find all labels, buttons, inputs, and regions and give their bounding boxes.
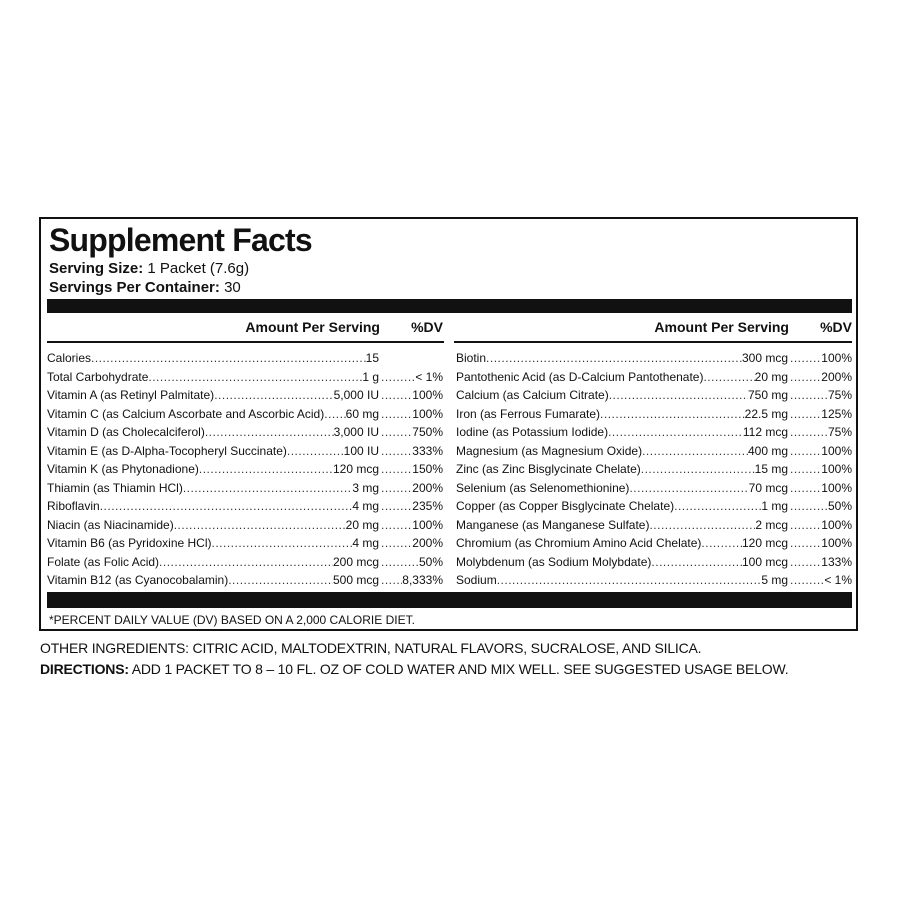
- nutrient-dv: 133%: [821, 554, 852, 569]
- leader-dots: [701, 534, 742, 553]
- nutrient-amount: 70 mcg: [748, 480, 788, 495]
- nutrient-name: Iron (as Ferrous Fumarate): [456, 406, 601, 421]
- leader-dots: [212, 534, 353, 553]
- nutrient-row: [456, 349, 852, 368]
- leader-dots: [381, 423, 412, 442]
- nutrient-name: Riboflavin: [47, 499, 100, 513]
- leader-dots: [287, 442, 344, 461]
- leader-dots: [381, 497, 412, 516]
- nutrient-amount: 112 mcg: [742, 425, 788, 439]
- nutrient-dv-cell: [788, 405, 852, 424]
- nutrient-dv: 8,333%: [402, 573, 443, 587]
- nutrient-name-amount: [456, 516, 788, 535]
- leader-dots: [159, 553, 333, 572]
- nutrient-dv: 100%: [412, 517, 443, 532]
- nutrient-name: Vitamin A (as Retinyl Palmitate): [47, 388, 215, 402]
- nutrient-row: [47, 368, 443, 387]
- leader-dots: [649, 516, 755, 535]
- nutrient-name-amount: [456, 460, 788, 479]
- nutrient-name-amount: [456, 479, 788, 498]
- nutrient-amount: 1 g: [362, 369, 379, 384]
- top-divider-bar: [47, 299, 852, 313]
- leader-dots: [324, 405, 345, 424]
- nutrient-dv-cell: [379, 497, 443, 516]
- nutrient-dv: 75%: [827, 425, 852, 439]
- nutrient-amount: 100 mcg: [741, 554, 788, 569]
- leader-dots: [790, 423, 828, 442]
- nutrient-name: Zinc (as Zinc Bisglycinate Chelate): [456, 462, 641, 476]
- leader-dots: [228, 571, 333, 590]
- nutrient-name: Folate (as Folic Acid): [47, 554, 160, 569]
- amount-per-serving-header: Amount Per Serving: [245, 319, 380, 335]
- nutrient-row: [456, 442, 852, 461]
- nutrient-amount: 20 mg: [345, 517, 379, 532]
- leader-dots: [790, 534, 821, 553]
- nutrient-dv: 100%: [412, 406, 443, 421]
- nutrient-amount: 20 mg: [754, 369, 788, 384]
- nutrient-dv-cell: [788, 534, 852, 553]
- nutrient-name: Manganese (as Manganese Sulfate): [456, 517, 650, 532]
- leader-dots: [91, 349, 366, 368]
- nutrient-name: Calories: [47, 351, 92, 365]
- nutrient-amount: 5 mg: [761, 573, 788, 587]
- other-ingredients: OTHER INGREDIENTS: CITRIC ACID, MALTODEXTRIN, NATURAL FLAVORS, SUCRALOSE, AND SILICA.: [40, 640, 702, 656]
- nutrient-name-amount: [456, 534, 788, 553]
- leader-dots: [674, 497, 761, 516]
- nutrient-row: [47, 405, 443, 424]
- nutrient-row: [456, 571, 852, 590]
- leader-dots: [381, 405, 412, 424]
- nutrient-name-amount: [47, 423, 379, 442]
- nutrient-dv-cell: [379, 386, 443, 405]
- nutrient-amount: 3 mg: [352, 480, 379, 495]
- nutrient-row: [456, 553, 852, 572]
- column-gap: [444, 337, 454, 345]
- nutrient-row: [456, 534, 852, 553]
- leader-dots: [790, 460, 821, 479]
- leader-dots: [608, 423, 743, 442]
- nutrient-name-amount: [47, 349, 379, 368]
- nutrient-dv-cell: [379, 534, 443, 553]
- leader-dots: [790, 442, 821, 461]
- leader-dots: [651, 553, 742, 572]
- nutrient-amount: 100 IU: [343, 443, 379, 458]
- nutrient-name: Sodium: [456, 573, 497, 587]
- nutrient-dv: 50%: [827, 499, 852, 513]
- nutrient-amount: 1 mg: [761, 499, 788, 513]
- serving-size: [49, 259, 249, 279]
- nutrient-name: Magnesium (as Magnesium Oxide): [456, 443, 643, 458]
- leader-dots: [790, 349, 821, 368]
- nutrient-amount: 400 mg: [747, 443, 788, 458]
- leader-dots: [174, 516, 346, 535]
- nutrient-dv: < 1%: [415, 369, 443, 384]
- nutrient-name: Vitamin E (as D-Alpha-Tocopheryl Succinate): [47, 443, 287, 458]
- nutrient-name: Calcium (as Calcium Citrate): [456, 388, 609, 402]
- leader-dots: [790, 571, 824, 590]
- nutrient-amount: 4 mg: [352, 499, 379, 513]
- nutrient-amount: 750 mg: [747, 388, 788, 402]
- leader-dots: [790, 479, 821, 498]
- nutrient-row: [456, 368, 852, 387]
- nutrient-amount: 120 mcg: [741, 536, 788, 550]
- nutrient-dv: 100%: [412, 388, 443, 402]
- nutrient-dv: 75%: [827, 388, 852, 402]
- nutrient-dv-cell: [379, 442, 443, 461]
- panel-title: Supplement Facts: [49, 222, 312, 258]
- nutrient-row: [47, 349, 443, 368]
- nutrient-dv-cell: [788, 553, 852, 572]
- nutrient-amount: 22.5 mg: [744, 406, 788, 421]
- nutrient-dv-cell: [788, 571, 852, 590]
- leader-dots: [381, 571, 402, 590]
- nutrient-name: Molybdenum (as Sodium Molybdate): [456, 554, 652, 569]
- leader-dots: [790, 386, 828, 405]
- nutrient-dv: 100%: [821, 517, 852, 532]
- dv-header: %DV: [411, 319, 443, 335]
- nutrient-name-amount: [47, 534, 379, 553]
- bottom-divider-bar: [47, 592, 852, 608]
- nutrient-name-amount: [47, 497, 379, 516]
- nutrient-name: Selenium (as Selenomethionine): [456, 480, 630, 495]
- nutrient-name: Chromium (as Chromium Amino Acid Chelate): [456, 536, 702, 550]
- nutrient-name-amount: [47, 479, 379, 498]
- column-header-left: [47, 315, 443, 339]
- nutrient-amount: 15 mg: [754, 462, 788, 476]
- nutrient-dv: 100%: [821, 351, 852, 365]
- serving-size-value: 1 Packet (7.6g): [147, 260, 250, 277]
- directions-label: DIRECTIONS:: [40, 661, 129, 677]
- leader-dots: [790, 405, 821, 424]
- nutrient-amount: 300 mcg: [741, 351, 788, 365]
- leader-dots: [642, 442, 748, 461]
- nutrient-dv: 100%: [821, 480, 852, 495]
- nutrient-name: Iodine (as Potassium Iodide): [456, 425, 609, 439]
- nutrient-dv: 100%: [821, 462, 852, 476]
- leader-dots: [205, 423, 334, 442]
- nutrient-rows-right: [456, 349, 852, 590]
- nutrient-amount: 200 mcg: [332, 554, 379, 569]
- nutrient-amount: 15: [365, 351, 379, 365]
- nutrient-row: [456, 497, 852, 516]
- servings-per-container: [49, 278, 241, 298]
- leader-dots: [381, 516, 412, 535]
- leader-dots: [148, 368, 362, 387]
- nutrient-dv-cell: [379, 368, 443, 387]
- directions-text: ADD 1 PACKET TO 8 – 10 FL. OZ OF COLD WATER AND MIX WELL. SEE SUGGESTED USAGE BELOW.: [131, 661, 789, 677]
- servings-per-container-label: Servings Per Container:: [49, 279, 220, 296]
- leader-dots: [497, 571, 762, 590]
- leader-dots: [600, 405, 745, 424]
- nutrient-row: [456, 386, 852, 405]
- leader-dots: [486, 349, 742, 368]
- nutrient-dv: 150%: [412, 462, 443, 476]
- nutrient-dv-cell: [379, 423, 443, 442]
- leader-dots: [183, 479, 353, 498]
- nutrient-name-amount: [47, 386, 379, 405]
- nutrient-name: Vitamin B12 (as Cyanocobalamin): [47, 573, 229, 587]
- nutrient-column-left: [47, 315, 443, 587]
- nutrient-dv: 750%: [412, 425, 443, 439]
- nutrient-name: Vitamin B6 (as Pyridoxine HCl): [47, 536, 212, 550]
- nutrient-name-amount: [456, 368, 788, 387]
- nutrient-row: [456, 516, 852, 535]
- nutrient-name-amount: [47, 516, 379, 535]
- nutrient-amount: 500 mcg: [332, 573, 379, 587]
- leader-dots: [100, 497, 353, 516]
- nutrient-name-amount: [456, 442, 788, 461]
- nutrient-name-amount: [47, 460, 379, 479]
- leader-dots: [609, 386, 748, 405]
- nutrient-name-amount: [47, 442, 379, 461]
- nutrient-name: Niacin (as Niacinamide): [47, 517, 174, 532]
- nutrient-dv-cell: [788, 386, 852, 405]
- nutrient-rows-left: [47, 349, 443, 590]
- nutrient-dv: 125%: [821, 406, 852, 421]
- nutrient-name-amount: [47, 571, 379, 590]
- nutrient-row: [47, 553, 443, 572]
- nutrient-dv: 100%: [821, 536, 852, 550]
- nutrient-name-amount: [456, 386, 788, 405]
- amount-per-serving-header: Amount Per Serving: [654, 319, 789, 335]
- serving-size-label: Serving Size:: [49, 260, 144, 277]
- nutrient-name-amount: [456, 553, 788, 572]
- nutrient-dv-cell: [379, 571, 443, 590]
- nutrient-dv-cell: [788, 479, 852, 498]
- leader-dots: [790, 497, 828, 516]
- dv-header: %DV: [820, 319, 852, 335]
- leader-dots: [629, 479, 748, 498]
- servings-per-container-value: 30: [224, 279, 241, 296]
- leader-dots: [381, 386, 412, 405]
- nutrient-dv-cell: [379, 553, 443, 572]
- nutrient-amount: 3,000 IU: [333, 425, 379, 439]
- supplement-facts-panel: [39, 217, 858, 631]
- nutrient-dv: < 1%: [824, 573, 852, 587]
- nutrient-row: [47, 516, 443, 535]
- nutrient-row: [456, 405, 852, 424]
- nutrient-name-amount: [456, 497, 788, 516]
- nutrient-amount: 4 mg: [352, 536, 379, 550]
- nutrient-row: [47, 534, 443, 553]
- nutrient-column-right: [456, 315, 852, 587]
- nutrient-name-amount: [456, 405, 788, 424]
- nutrient-row: [456, 423, 852, 442]
- nutrient-row: [47, 497, 443, 516]
- daily-value-footnote: *PERCENT DAILY VALUE (DV) BASED ON A 2,000 CALORIE DIET.: [49, 613, 415, 627]
- nutrient-row: [456, 460, 852, 479]
- leader-dots: [381, 479, 412, 498]
- nutrient-dv-cell: [788, 442, 852, 461]
- nutrient-name: Thiamin (as Thiamin HCl): [47, 480, 183, 495]
- nutrient-amount: 120 mcg: [332, 462, 379, 476]
- nutrient-dv-cell: [788, 368, 852, 387]
- nutrient-amount: 5,000 IU: [333, 388, 379, 402]
- nutrient-dv-cell: [788, 460, 852, 479]
- nutrient-dv-cell: [788, 497, 852, 516]
- leader-dots: [199, 460, 333, 479]
- nutrient-row: [47, 386, 443, 405]
- nutrient-dv-cell: [788, 516, 852, 535]
- leader-dots: [381, 368, 415, 387]
- nutrient-dv-cell: [379, 460, 443, 479]
- nutrient-dv: 200%: [412, 480, 443, 495]
- nutrient-name: Pantothenic Acid (as D-Calcium Pantothenate): [456, 369, 704, 384]
- nutrient-row: [47, 571, 443, 590]
- nutrient-dv-cell: [379, 405, 443, 424]
- nutrient-name: Vitamin D (as Cholecalciferol): [47, 425, 205, 439]
- nutrient-dv: 100%: [821, 443, 852, 458]
- leader-dots: [381, 442, 412, 461]
- nutrient-dv: 333%: [412, 443, 443, 458]
- nutrient-dv: 235%: [412, 499, 443, 513]
- nutrient-name-amount: [456, 349, 788, 368]
- directions: [40, 659, 788, 679]
- leader-dots: [790, 368, 821, 387]
- nutrient-name-amount: [456, 571, 788, 590]
- nutrient-row: [456, 479, 852, 498]
- nutrient-row: [47, 460, 443, 479]
- leader-dots: [381, 534, 412, 553]
- nutrient-name: Total Carbohydrate: [47, 369, 149, 384]
- nutrient-row: [47, 423, 443, 442]
- nutrient-dv-cell: [379, 516, 443, 535]
- nutrient-dv-cell: [788, 349, 852, 368]
- nutrient-name-amount: [47, 405, 379, 424]
- nutrient-dv: 200%: [412, 536, 443, 550]
- nutrient-amount: 2 mcg: [755, 517, 788, 532]
- nutrient-dv-cell: [788, 423, 852, 442]
- leader-dots: [381, 553, 419, 572]
- nutrient-name: Vitamin K (as Phytonadione): [47, 462, 199, 476]
- nutrient-dv: 50%: [418, 554, 443, 569]
- nutrient-dv: 200%: [821, 369, 852, 384]
- nutrient-name: Vitamin C (as Calcium Ascorbate and Ascorbic Acid): [47, 406, 325, 421]
- leader-dots: [703, 368, 754, 387]
- nutrient-row: [47, 479, 443, 498]
- nutrient-row: [47, 442, 443, 461]
- column-header-right: [456, 315, 852, 339]
- nutrient-name: Biotin: [456, 351, 487, 365]
- nutrient-amount: 60 mg: [345, 406, 379, 421]
- nutrient-name-amount: [456, 423, 788, 442]
- leader-dots: [790, 553, 821, 572]
- nutrient-name: Copper (as Copper Bisglycinate Chelate): [456, 499, 675, 513]
- leader-dots: [214, 386, 333, 405]
- leader-dots: [381, 460, 412, 479]
- nutrient-name-amount: [47, 368, 379, 387]
- leader-dots: [641, 460, 755, 479]
- leader-dots: [790, 516, 821, 535]
- nutrient-dv-cell: [379, 479, 443, 498]
- nutrient-name-amount: [47, 553, 379, 572]
